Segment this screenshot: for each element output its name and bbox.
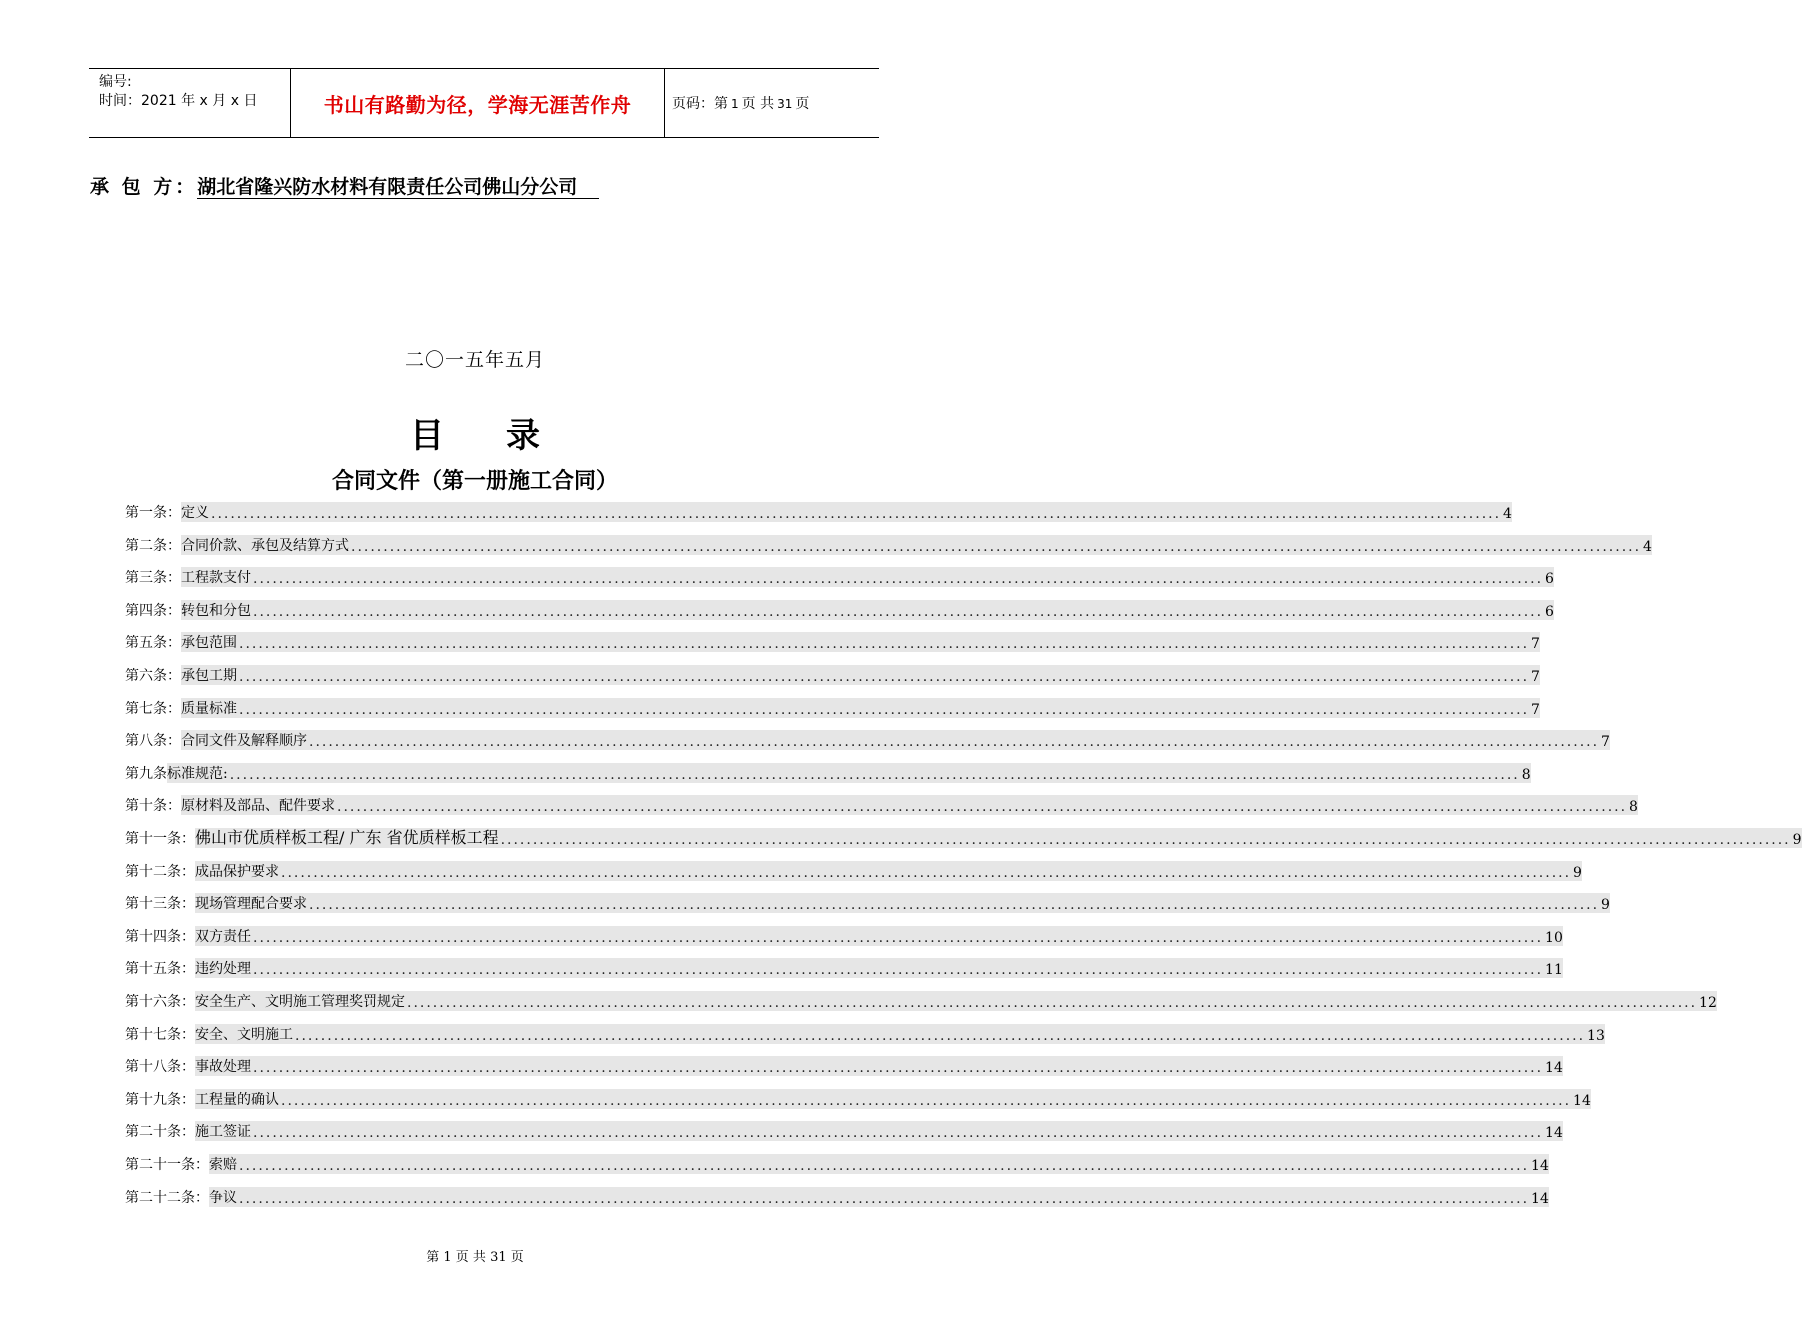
footer-suffix: 页 bbox=[510, 1250, 524, 1265]
toc-entry[interactable] bbox=[125, 1119, 1563, 1142]
toc-entry-field bbox=[181, 502, 1512, 522]
toc-entry-number: 第三条： bbox=[125, 570, 181, 587]
toc-entry-field bbox=[181, 730, 1610, 750]
toc-entry-title: 争议 bbox=[209, 1189, 237, 1206]
toc-entry-leader: ........................................................................................................................................................................................................ bbox=[253, 1125, 1544, 1142]
page-current: 1 bbox=[731, 97, 739, 111]
toc-entry-title: 施工签证 bbox=[195, 1124, 251, 1141]
toc-title-right: 录 bbox=[506, 416, 540, 456]
toc-entry-title: 违约处理 bbox=[195, 961, 251, 978]
toc-entry-number: 第六条： bbox=[125, 668, 181, 684]
toc-entry-title: 事故处理 bbox=[195, 1059, 251, 1076]
toc-entry-page: 6 bbox=[1545, 571, 1554, 588]
toc-entry-field bbox=[195, 958, 1563, 978]
header-table bbox=[89, 68, 879, 138]
toc-entry-title: 质量标准 bbox=[181, 700, 237, 717]
document-number-label: 编号: bbox=[99, 74, 132, 90]
page-suffix: 页 bbox=[795, 96, 810, 112]
header-page-cell bbox=[664, 69, 879, 137]
toc-entry[interactable] bbox=[125, 859, 1582, 881]
toc-entry-title: 成品保护要求 bbox=[195, 863, 279, 880]
toc-entry-field bbox=[195, 1089, 1591, 1109]
toc-entry-number: 第七条： bbox=[125, 700, 181, 717]
toc-entry[interactable] bbox=[125, 500, 1512, 522]
toc-entry-number: 第十三条： bbox=[125, 896, 195, 913]
toc-entry-title: 合同文件及解释顺序 bbox=[181, 733, 307, 750]
toc-entry-leader: ........................................................................................................................................................................................................ bbox=[253, 1060, 1544, 1077]
toc-entry-number: 第二十一条： bbox=[125, 1157, 209, 1173]
toc-entry-leader: ........................................................................................................................................................................................................ bbox=[253, 603, 1544, 620]
toc-entry-page: 14 bbox=[1531, 1158, 1549, 1174]
toc-entry[interactable] bbox=[125, 1185, 1549, 1207]
toc-entry-number: 第十一条： bbox=[125, 831, 195, 847]
toc-entry-number: 第二十条： bbox=[125, 1124, 195, 1141]
toc-entry-number: 第十九条： bbox=[125, 1091, 195, 1108]
toc-entry-title: 工程量的确认 bbox=[195, 1091, 279, 1108]
toc-entry-page: 7 bbox=[1531, 636, 1540, 653]
header-meta-cell bbox=[89, 69, 290, 137]
toc-entry-page: 9 bbox=[1601, 897, 1610, 914]
toc-entry-title: 工程款支付 bbox=[181, 570, 251, 587]
toc-entry-leader: ........................................................................................................................................................................................................ bbox=[309, 734, 1600, 751]
toc-entry-page: 14 bbox=[1531, 1190, 1549, 1207]
toc-entry-page: 14 bbox=[1545, 1060, 1563, 1077]
header-motto: 书山有路勤为径，学海无涯苦作舟 bbox=[323, 92, 632, 117]
toc-entry-number: 第九条 bbox=[125, 765, 167, 782]
toc-entry-leader: ........................................................................................................................................................................................................ bbox=[309, 897, 1600, 914]
toc-entry-field bbox=[195, 828, 1802, 848]
toc-entry-leader: ........................................................................................................................................................................................................ bbox=[295, 1027, 1586, 1044]
toc-entry-page: 4 bbox=[1643, 538, 1652, 555]
toc-entry-field bbox=[195, 1056, 1563, 1076]
toc-entry[interactable] bbox=[125, 1087, 1591, 1109]
toc-entry-field bbox=[181, 567, 1554, 587]
toc-entry-field bbox=[195, 926, 1563, 946]
toc-entry-field bbox=[195, 991, 1717, 1011]
toc-entry[interactable] bbox=[125, 663, 1540, 685]
toc-entry-leader: ........................................................................................................................................................................................................ bbox=[239, 636, 1530, 653]
toc-entry-number: 第十六条： bbox=[125, 994, 195, 1010]
toc-entry-title: 标准规范: bbox=[167, 765, 228, 782]
toc-entry[interactable] bbox=[125, 826, 1802, 848]
toc-entry-field bbox=[195, 1121, 1563, 1141]
toc-entry-title: 承包工期 bbox=[181, 668, 237, 684]
toc-entry-number: 第十条： bbox=[125, 798, 181, 815]
toc-entry-leader: ........................................................................................................................................................................................................ bbox=[253, 571, 1544, 588]
toc-entry-leader: ........................................................................................................................................................................................................ bbox=[253, 929, 1544, 946]
toc-entry-number: 第一条： bbox=[125, 505, 181, 521]
page-total: 31 bbox=[777, 97, 793, 111]
footer-mid: 页 共 bbox=[455, 1250, 486, 1265]
toc-entry[interactable] bbox=[125, 1022, 1605, 1044]
toc-entry-leader: ........................................................................................................................................................................................................ bbox=[239, 1190, 1530, 1207]
footer-total: 31 bbox=[490, 1250, 507, 1265]
toc-entry-leader: ........................................................................................................................................................................................................ bbox=[239, 1158, 1530, 1174]
toc-entry-number: 第十五条： bbox=[125, 961, 195, 978]
contractor-line bbox=[90, 172, 599, 199]
page-mid: 页 共 bbox=[741, 96, 775, 112]
toc-entry[interactable] bbox=[125, 728, 1610, 751]
toc-entry-title: 双方责任 bbox=[195, 928, 251, 945]
toc-entry[interactable] bbox=[125, 989, 1717, 1011]
toc-entry-leader: ........................................................................................................................................................................................................ bbox=[239, 669, 1530, 685]
toc-title-left: 目 bbox=[410, 416, 444, 456]
header-motto-cell bbox=[290, 69, 665, 137]
toc-entry-leader: ........................................................................................................................................................................................................ bbox=[500, 832, 1791, 848]
toc-entry-field bbox=[181, 665, 1540, 685]
page-prefix: 页码：第 bbox=[672, 96, 728, 112]
toc-entry-page: 9 bbox=[1792, 832, 1802, 848]
toc-entry[interactable] bbox=[125, 598, 1554, 620]
toc-entry-page: 14 bbox=[1573, 1092, 1591, 1109]
toc-entry-title: 现场管理配合要求 bbox=[195, 896, 307, 913]
toc-entry-title: 佛山市优质样板工程/ 广东 省优质样板工程 bbox=[195, 828, 499, 847]
toc-title bbox=[0, 408, 950, 457]
toc-entry-page: 7 bbox=[1531, 669, 1540, 685]
toc-entry-field bbox=[181, 698, 1540, 718]
toc-entry[interactable] bbox=[125, 761, 1531, 783]
toc-entry-number: 第八条： bbox=[125, 733, 181, 750]
contractor-label: 承 包 方： bbox=[90, 176, 198, 198]
toc-entry-leader: ........................................................................................................................................................................................................ bbox=[337, 799, 1628, 816]
toc-entry-number: 第二条： bbox=[125, 537, 181, 554]
toc-entry-page: 7 bbox=[1531, 701, 1540, 718]
footer-prefix: 第 bbox=[426, 1250, 440, 1265]
toc-entry-title: 原材料及部品、配件要求 bbox=[181, 798, 335, 815]
toc-entry-title: 索赔 bbox=[209, 1157, 237, 1173]
toc-entry-field bbox=[181, 600, 1554, 620]
toc-entry-page: 10 bbox=[1545, 929, 1563, 946]
toc-entry-number: 第十二条： bbox=[125, 863, 195, 880]
toc-entry-title: 转包和分包 bbox=[181, 602, 251, 619]
header-page-indicator bbox=[672, 93, 809, 113]
toc-entry[interactable] bbox=[125, 630, 1540, 653]
toc-entry-field bbox=[181, 535, 1652, 555]
toc-entry-page: 9 bbox=[1573, 864, 1582, 881]
toc-entry[interactable] bbox=[125, 891, 1610, 914]
toc-subtitle: 合同文件（第一册施工合同） bbox=[331, 469, 618, 494]
toc-entry-page: 7 bbox=[1601, 734, 1610, 751]
contractor-name: 湖北省隆兴防水材料有限责任公司佛山分公司 bbox=[197, 176, 599, 199]
toc-entry-field bbox=[181, 632, 1540, 652]
toc-entry-leader: ........................................................................................................................................................................................................ bbox=[407, 995, 1698, 1011]
toc-entry-field bbox=[167, 763, 1531, 783]
toc-entry-page: 14 bbox=[1545, 1125, 1563, 1142]
toc-entry-leader: ........................................................................................................................................................................................................ bbox=[229, 766, 1520, 783]
toc-entry-page: 6 bbox=[1545, 603, 1554, 620]
toc-entry[interactable] bbox=[125, 696, 1540, 718]
toc-entry-number: 第二十二条： bbox=[125, 1189, 209, 1206]
toc-entry-field bbox=[195, 861, 1582, 881]
toc-entry[interactable] bbox=[125, 1054, 1563, 1077]
toc-entry-field bbox=[195, 1024, 1605, 1044]
toc-entry-page: 11 bbox=[1545, 962, 1563, 979]
toc-entry-leader: ........................................................................................................................................................................................................ bbox=[211, 506, 1502, 522]
toc-entry[interactable] bbox=[125, 956, 1563, 979]
toc-entry-title: 安全、文明施工 bbox=[195, 1026, 293, 1043]
toc-entry-leader: ........................................................................................................................................................................................................ bbox=[351, 538, 1642, 555]
toc-entry-leader: ........................................................................................................................................................................................................ bbox=[281, 1092, 1572, 1109]
toc-entry-leader: ........................................................................................................................................................................................................ bbox=[239, 701, 1530, 718]
toc-entry[interactable] bbox=[125, 1152, 1549, 1174]
toc-entry-title: 合同价款、承包及结算方式 bbox=[181, 537, 349, 554]
toc-entry[interactable] bbox=[125, 793, 1638, 816]
document-date: 二〇一五年五月 bbox=[404, 349, 545, 371]
toc-entry-title: 安全生产、文明施工管理奖罚规定 bbox=[195, 994, 405, 1010]
document-date-label: 时间：2021 年 x 月 x 日 bbox=[99, 93, 258, 109]
toc-entry-field bbox=[195, 893, 1610, 913]
footer-current: 1 bbox=[443, 1250, 452, 1265]
toc-entry-number: 第四条： bbox=[125, 602, 181, 619]
toc-entry-title: 定义 bbox=[181, 505, 209, 521]
page-footer bbox=[0, 1246, 950, 1265]
toc-entry-number: 第十八条： bbox=[125, 1059, 195, 1076]
toc-entry-leader: ........................................................................................................................................................................................................ bbox=[281, 864, 1572, 881]
toc-entry-number: 第十七条： bbox=[125, 1026, 195, 1043]
toc-entry-number: 第十四条： bbox=[125, 928, 195, 945]
toc-entry-page: 13 bbox=[1587, 1027, 1605, 1044]
toc-entry-title: 承包范围 bbox=[181, 635, 237, 652]
toc-entry-page: 4 bbox=[1503, 506, 1512, 522]
toc-entry[interactable] bbox=[125, 533, 1652, 555]
toc-entry-field bbox=[209, 1154, 1549, 1174]
toc-entry[interactable] bbox=[125, 565, 1554, 588]
toc-entry-field bbox=[209, 1187, 1549, 1207]
toc-entry-number: 第五条： bbox=[125, 635, 181, 652]
toc-entry-page: 8 bbox=[1521, 766, 1531, 783]
toc-entry-field bbox=[181, 795, 1638, 815]
toc-entry[interactable] bbox=[125, 924, 1563, 946]
toc-entry-leader: ........................................................................................................................................................................................................ bbox=[253, 962, 1544, 979]
toc-entry-page: 8 bbox=[1629, 799, 1638, 816]
toc-entry-page: 12 bbox=[1699, 995, 1717, 1011]
